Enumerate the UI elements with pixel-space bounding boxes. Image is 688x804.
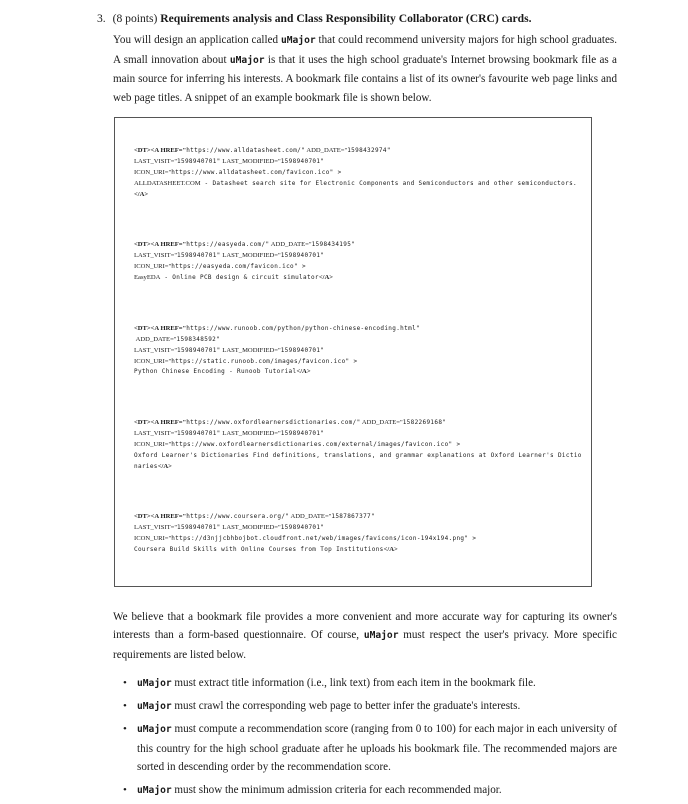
question-number: 3. xyxy=(97,12,106,25)
entry-title: Python Chinese Encoding - Runoob Tutorial xyxy=(134,368,297,376)
entry-title: - Online PCB design & circuit simulator xyxy=(160,274,319,282)
app-name: uMajor xyxy=(137,677,172,689)
entry-attr: LAST_VISIT=" xyxy=(134,158,178,166)
app-name: uMajor xyxy=(280,35,316,46)
entry-icon-url: https://easyeda.com/favicon.ico" > xyxy=(171,263,306,271)
entry-value: 1598940701" xyxy=(177,252,221,260)
question-title: Requirements analysis and Class Responsibility Collaborator (CRC) cards. xyxy=(160,12,532,25)
entry-attr: ICON_URI=" xyxy=(134,535,172,543)
entry-value: 1598348592" xyxy=(176,335,221,343)
entry-url: https://www.runoob.com/python/python-chinese-encoding.html" xyxy=(186,324,420,332)
entry-value: 1598940701" xyxy=(280,346,325,354)
requirements-list xyxy=(113,674,617,800)
requirement-text: must compute a recommendation score (ranging from 0 to 100) for each major in each university of this country for the high school graduate after he uploads his bookmark file. The recommended majors are sorted in descending order by the recommendation score. xyxy=(137,723,617,774)
entry-attr: ICON_URI=" xyxy=(134,263,172,271)
requirement-text: must extract title information (i.e., link text) from each item in the bookmark file. xyxy=(171,676,536,689)
entry-attr: LAST_MODIFIED=" xyxy=(220,252,281,260)
entry-value: 1598940701" xyxy=(177,429,221,437)
bookmark-entry xyxy=(134,418,582,473)
bullet-icon: • xyxy=(123,723,127,736)
entry-value: 1598940701" xyxy=(280,252,325,260)
bookmark-snippet-box xyxy=(114,117,592,586)
question-heading xyxy=(97,10,617,28)
entry-attr: LAST_MODIFIED=" xyxy=(220,158,281,166)
entry-attr: LAST_MODIFIED=" xyxy=(220,524,281,532)
entry-attr: ADD_DATE=" xyxy=(289,513,332,521)
question-3 xyxy=(97,10,617,804)
entry-icon-url: https://d3njjcbhbojbot.cloudfront.net/web/images/favicons/icon-194x194.png" > xyxy=(171,535,477,543)
intro-paragraph xyxy=(113,31,617,107)
entry-tag: <DT><A HREF=" xyxy=(134,513,187,521)
entry-value: 1598940701" xyxy=(280,429,325,437)
bookmark-entry xyxy=(134,324,582,379)
entry-close-tag: </A> xyxy=(296,368,311,376)
entry-tag: <DT><A HREF=" xyxy=(134,241,187,249)
entry-url: https://www.oxfordlearnersdictionaries.com/" xyxy=(186,419,361,427)
entry-value: 1598434195" xyxy=(311,241,356,249)
app-name: uMajor xyxy=(229,54,265,66)
entry-attr: LAST_VISIT=" xyxy=(134,429,178,437)
intro-text-1: You will design an application called xyxy=(113,34,281,46)
entry-close-tag: </A> xyxy=(383,546,398,553)
entry-attr: ADD_DATE=" xyxy=(305,147,348,155)
entry-value: 1587867377" xyxy=(331,513,375,521)
question-points: (8 points) xyxy=(112,12,158,25)
requirement-item xyxy=(113,781,617,800)
entry-icon-url: https://www.oxfordlearnersdictionaries.com/external/images/favicon.ico" > xyxy=(171,440,461,448)
entry-attr: ICON_URI=" xyxy=(134,169,172,176)
bullet-icon: • xyxy=(123,783,127,796)
entry-icon-url: https://www.alldatasheet.com/favicon.ico" > xyxy=(171,169,342,176)
requirement-item xyxy=(113,720,617,776)
privacy-text-1: We believe that a bookmark file provides a more convenient and more accurate way for capturing its owner's interests than a form-based questionnaire. Of course, xyxy=(113,610,617,642)
entry-url: https://www.alldatasheet.com/" xyxy=(186,147,306,155)
entry-title: Oxford Learner's Dictionaries Find definitions, translations, and grammar explanations at Oxford Learner's Dictionaries xyxy=(134,451,582,470)
entry-attr: LAST_VISIT=" xyxy=(134,524,178,532)
entry-attr: LAST_MODIFIED=" xyxy=(220,346,281,354)
intro-text-2: that could recommend university majors for high school graduates. A small innovation about xyxy=(113,34,617,66)
entry-value: 1598432974" xyxy=(347,147,391,155)
requirement-item xyxy=(113,674,617,693)
entry-url: https://easyeda.com/" xyxy=(186,241,270,249)
app-name: uMajor xyxy=(137,784,172,796)
entry-close-tag: </A> xyxy=(134,190,149,198)
requirement-text: must crawl the corresponding web page to better infer the graduate's interests. xyxy=(171,699,521,712)
app-name: uMajor xyxy=(363,630,399,642)
intro-text-3: is that it uses the high school graduate's Internet browsing bookmark file as a main source for inferring his interests. A bookmark file contains a list of its owner's favourite web page links and web page titles. A snippet of an example bookmark file is shown below. xyxy=(113,53,617,104)
entry-title: - Datasheet search site for Electronic Components and Semiconductors and other semiconductors. xyxy=(200,179,577,187)
entry-attr: ADD_DATE=" xyxy=(134,335,177,343)
entry-title-lead: ALLDATASHEET.COM xyxy=(134,179,201,187)
entry-attr: LAST_VISIT=" xyxy=(134,346,178,354)
entry-attr: LAST_VISIT=" xyxy=(134,252,178,260)
entry-title-lead: EasyEDA xyxy=(134,274,161,282)
entry-close-tag: </A> xyxy=(318,274,333,282)
entry-value: 1582269168" xyxy=(402,419,447,427)
entry-title: Coursera Build Skills with Online Courses from Top Institutions xyxy=(134,546,384,553)
entry-url: https://www.coursera.org/" xyxy=(186,513,290,521)
privacy-text-2: must respect the user's privacy. More specific requirements are listed below. xyxy=(113,629,617,661)
bookmark-entry xyxy=(134,240,582,284)
entry-value: 1598940701" xyxy=(280,524,325,532)
entry-attr: ICON_URI=" xyxy=(134,357,172,365)
entry-attr: LAST_MODIFIED=" xyxy=(220,429,281,437)
bullet-icon: • xyxy=(123,676,127,689)
entry-value: 1598940701" xyxy=(280,158,325,166)
entry-attr: ICON_URI=" xyxy=(134,440,172,448)
privacy-paragraph xyxy=(113,608,617,665)
entry-value: 1598940701" xyxy=(177,524,221,532)
entry-close-tag: </A> xyxy=(157,462,172,470)
entry-tag: <DT><A HREF=" xyxy=(134,419,187,427)
app-name: uMajor xyxy=(137,700,172,712)
entry-value: 1598940701" xyxy=(177,346,221,354)
requirement-text: must show the minimum admission criteria for each recommended major. xyxy=(171,783,502,796)
entry-tag: <DT><A HREF=" xyxy=(134,324,187,332)
entry-icon-url: https://static.runoob.com/images/favicon.ico" > xyxy=(171,357,358,365)
entry-attr: ADD_DATE=" xyxy=(269,241,312,249)
bullet-icon: • xyxy=(123,699,127,712)
entry-value: 1598940701" xyxy=(177,158,221,166)
bookmark-entry xyxy=(134,512,582,556)
entry-tag: <DT><A HREF=" xyxy=(134,147,187,155)
bookmark-entry xyxy=(134,146,582,201)
app-name: uMajor xyxy=(137,724,172,736)
entry-attr: ADD_DATE=" xyxy=(360,419,403,427)
